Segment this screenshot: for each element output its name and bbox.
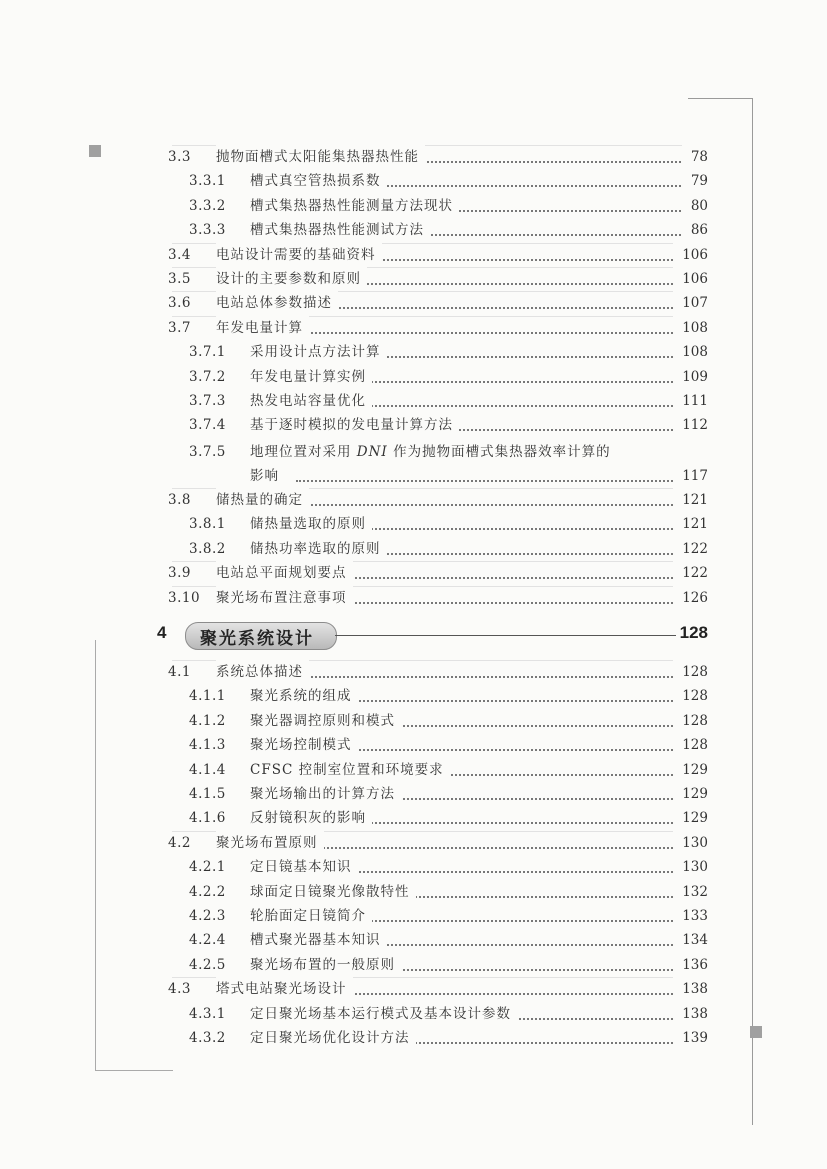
toc-entry-number: 4.2.5 [189, 956, 226, 973]
toc-entry-number: 3.3.1 [189, 173, 226, 190]
toc-entry-number: 4.2.4 [189, 932, 226, 949]
chapter-number: 4 [157, 623, 167, 642]
toc-entry-3-3-3[interactable] [0, 218, 827, 242]
toc-entry-page: 108 [673, 316, 708, 340]
toc-entry-title: 系统总体描述 [216, 660, 309, 684]
toc-entry-number: 4.2.2 [189, 883, 226, 900]
toc-entry-page: 136 [673, 953, 708, 977]
toc-entry-number: 3.7 [168, 319, 191, 336]
toc-entry-title: 定日聚光场基本运行模式及基本设计参数 [250, 1002, 517, 1026]
toc-entry-title: 电站设计需要的基础资料 [216, 243, 382, 267]
toc-entry-title: 储热量的确定 [216, 488, 309, 512]
toc-entry-title: 槽式集热器热性能测量方法现状 [250, 194, 459, 218]
toc-entry-title: 年发电量计算实例 [250, 365, 372, 389]
toc-entry-page: 130 [673, 831, 708, 855]
toc-entry-title: 定日聚光场优化设计方法 [250, 1026, 416, 1050]
toc-entry-page: 79 [682, 169, 708, 193]
chapter-page: 128 [679, 623, 708, 642]
toc-entry-number: 4.2.3 [189, 908, 226, 924]
toc-entry-title: 采用设计点方法计算 [250, 340, 387, 364]
toc-entry-number: 4.2.1 [189, 859, 226, 876]
toc-entry-title: 聚光系统的组成 [250, 684, 358, 708]
toc-entry-number: 4.1.2 [189, 712, 226, 729]
toc-entry-3-10[interactable] [0, 586, 827, 610]
toc-entry-3-3-2[interactable] [0, 194, 827, 218]
toc-entry-title: 聚光场布置注意事项 [216, 586, 353, 610]
toc-entry-3-3[interactable] [0, 145, 827, 169]
toc-entry-number: 3.3.2 [189, 197, 226, 214]
toc-entry-number: 3.8.2 [189, 540, 226, 557]
toc-entry-number: 3.9 [168, 565, 191, 582]
toc-entry-title: 聚光器调控原则和模式 [250, 709, 401, 733]
toc-entry-page: 128 [673, 733, 708, 757]
toc-entry-number: 3.8.1 [189, 516, 226, 533]
toc-entry-title: 基于逐时模拟的发电量计算方法 [250, 413, 459, 437]
toc-entry-number: 4.1.1 [189, 688, 226, 705]
toc-entry-page: 122 [673, 561, 708, 585]
toc-entry-4-3-1[interactable] [0, 1002, 827, 1026]
toc-entry-number: 3.8 [168, 492, 191, 508]
toc-entry-title: 塔式电站聚光场设计 [216, 977, 353, 1001]
toc-entry-title: 聚光场布置原则 [216, 831, 324, 855]
toc-entry-page: 128 [673, 660, 708, 684]
toc-entry-title: 反射镜积灰的影响 [250, 806, 372, 830]
toc-entry-page: 138 [673, 977, 708, 1001]
toc-entry-title: 热发电站容量优化 [250, 389, 372, 413]
toc-entry-page: 132 [673, 880, 708, 904]
chapter-rule-line [335, 635, 676, 636]
toc-entry-number: 3.7.4 [189, 417, 226, 434]
toc-entry-page: 121 [673, 488, 708, 512]
toc-entry-number: 3.3.3 [189, 222, 226, 239]
toc-entry-4-1-4[interactable] [0, 758, 827, 782]
chapter-heading[interactable] [0, 620, 827, 650]
toc-entry-title: 抛物面槽式太阳能集热器热性能 [216, 145, 425, 169]
toc-entry-number: 4.1.3 [189, 737, 226, 754]
toc-entry-title: 聚光场布置的一般原则 [250, 953, 401, 977]
toc-entry-title: 储热量选取的原则 [250, 512, 372, 536]
toc-entry-page: 129 [673, 758, 708, 782]
toc-entry-title: 槽式聚光器基本知识 [250, 928, 387, 952]
toc-entry-page: 128 [673, 709, 708, 733]
toc-entry-number: 4.1.6 [189, 810, 226, 827]
toc-entry-number: 3.7.3 [189, 393, 226, 409]
toc-entry-number: 3.3 [168, 149, 191, 165]
toc-entry-page: 139 [673, 1026, 708, 1050]
toc-entry-page: 138 [673, 1002, 708, 1026]
toc-entry-4-2-2[interactable] [0, 880, 827, 904]
toc-entry-page: 133 [673, 904, 708, 928]
toc-entry-page: 106 [673, 243, 708, 267]
toc-entry-number: 4.1 [168, 664, 191, 680]
toc-entry-title: 年发电量计算 [216, 316, 309, 340]
toc-entry-page: 111 [673, 389, 708, 413]
toc-entry-page: 108 [673, 340, 708, 364]
toc-entry-title: 槽式集热器热性能测试方法 [250, 218, 430, 242]
toc-entry-page: 128 [673, 684, 708, 708]
toc-entry-number: 3.7.2 [189, 368, 226, 385]
toc-entry-page: 129 [673, 782, 708, 806]
toc-entry-page: 86 [682, 218, 708, 242]
toc-entry-number: 4.1.4 [189, 761, 226, 778]
toc-entry-number: 4.2 [168, 834, 191, 851]
toc-entry-title: 电站总体参数描述 [216, 291, 338, 315]
toc-entry-title: 设计的主要参数和原则 [216, 267, 367, 291]
toc-entry-page: 126 [673, 586, 708, 610]
toc-entry-page: 121 [673, 512, 708, 536]
toc-entry-title: 储热功率选取的原则 [250, 537, 387, 561]
frame-bottom-line [95, 1070, 173, 1071]
toc-entry-page: 78 [682, 145, 708, 169]
toc-entry-title: 定日镜基本知识 [250, 855, 358, 879]
toc-entry-number: 3.7.5 [189, 444, 226, 460]
toc-entry-number: 3.4 [168, 246, 191, 263]
frame-top-line [688, 98, 752, 99]
toc-entry-3-7-5[interactable] [0, 440, 827, 464]
toc-entry-page: 107 [673, 291, 708, 315]
toc-entry-number: 3.6 [168, 295, 191, 312]
toc-entry-title: 轮胎面定日镜简介 [250, 904, 372, 928]
toc-entry-number: 4.3.1 [189, 1005, 226, 1022]
toc-entry-page: 122 [673, 537, 708, 561]
toc-entry-title: 聚光场控制模式 [250, 733, 358, 757]
toc-entry-number: 4.3.2 [189, 1030, 226, 1046]
chapter-title: 聚光系统设计 [200, 629, 314, 648]
toc-entry-page: 130 [673, 855, 708, 879]
toc-entry-page: 80 [682, 194, 708, 218]
toc-entry-page: 112 [673, 413, 708, 437]
toc-entry-page: 117 [673, 464, 708, 488]
toc-entry-4-3-2[interactable] [0, 1026, 827, 1050]
toc-entry-title: 地理位置对采用 DNI 作为抛物面槽式集热器效率计算的 [250, 440, 617, 464]
toc-entry-title-cont: 影响 [250, 464, 285, 488]
toc-entry-page: 106 [673, 267, 708, 291]
toc-entry-number: 3.10 [168, 589, 201, 606]
toc-entry-number: 4.3 [168, 981, 191, 998]
toc-entry-title: CFSC 控制室位置和环境要求 [250, 758, 450, 782]
toc-entry-page: 109 [673, 365, 708, 389]
toc-entry-page: 129 [673, 806, 708, 830]
toc-entry-page: 134 [673, 928, 708, 952]
toc-entry-3-7-4[interactable] [0, 413, 827, 437]
toc-entry-title: 电站总平面规划要点 [216, 561, 353, 585]
toc-entry-title: 球面定日镜聚光像散特性 [250, 880, 416, 904]
toc-entry-number: 4.1.5 [189, 786, 226, 802]
toc-entry-title: 槽式真空管热损系数 [250, 169, 387, 193]
toc-entry-number: 3.7.1 [189, 344, 226, 361]
toc-entry-number: 3.5 [168, 271, 191, 287]
toc-entry-title: 聚光场输出的计算方法 [250, 782, 401, 806]
